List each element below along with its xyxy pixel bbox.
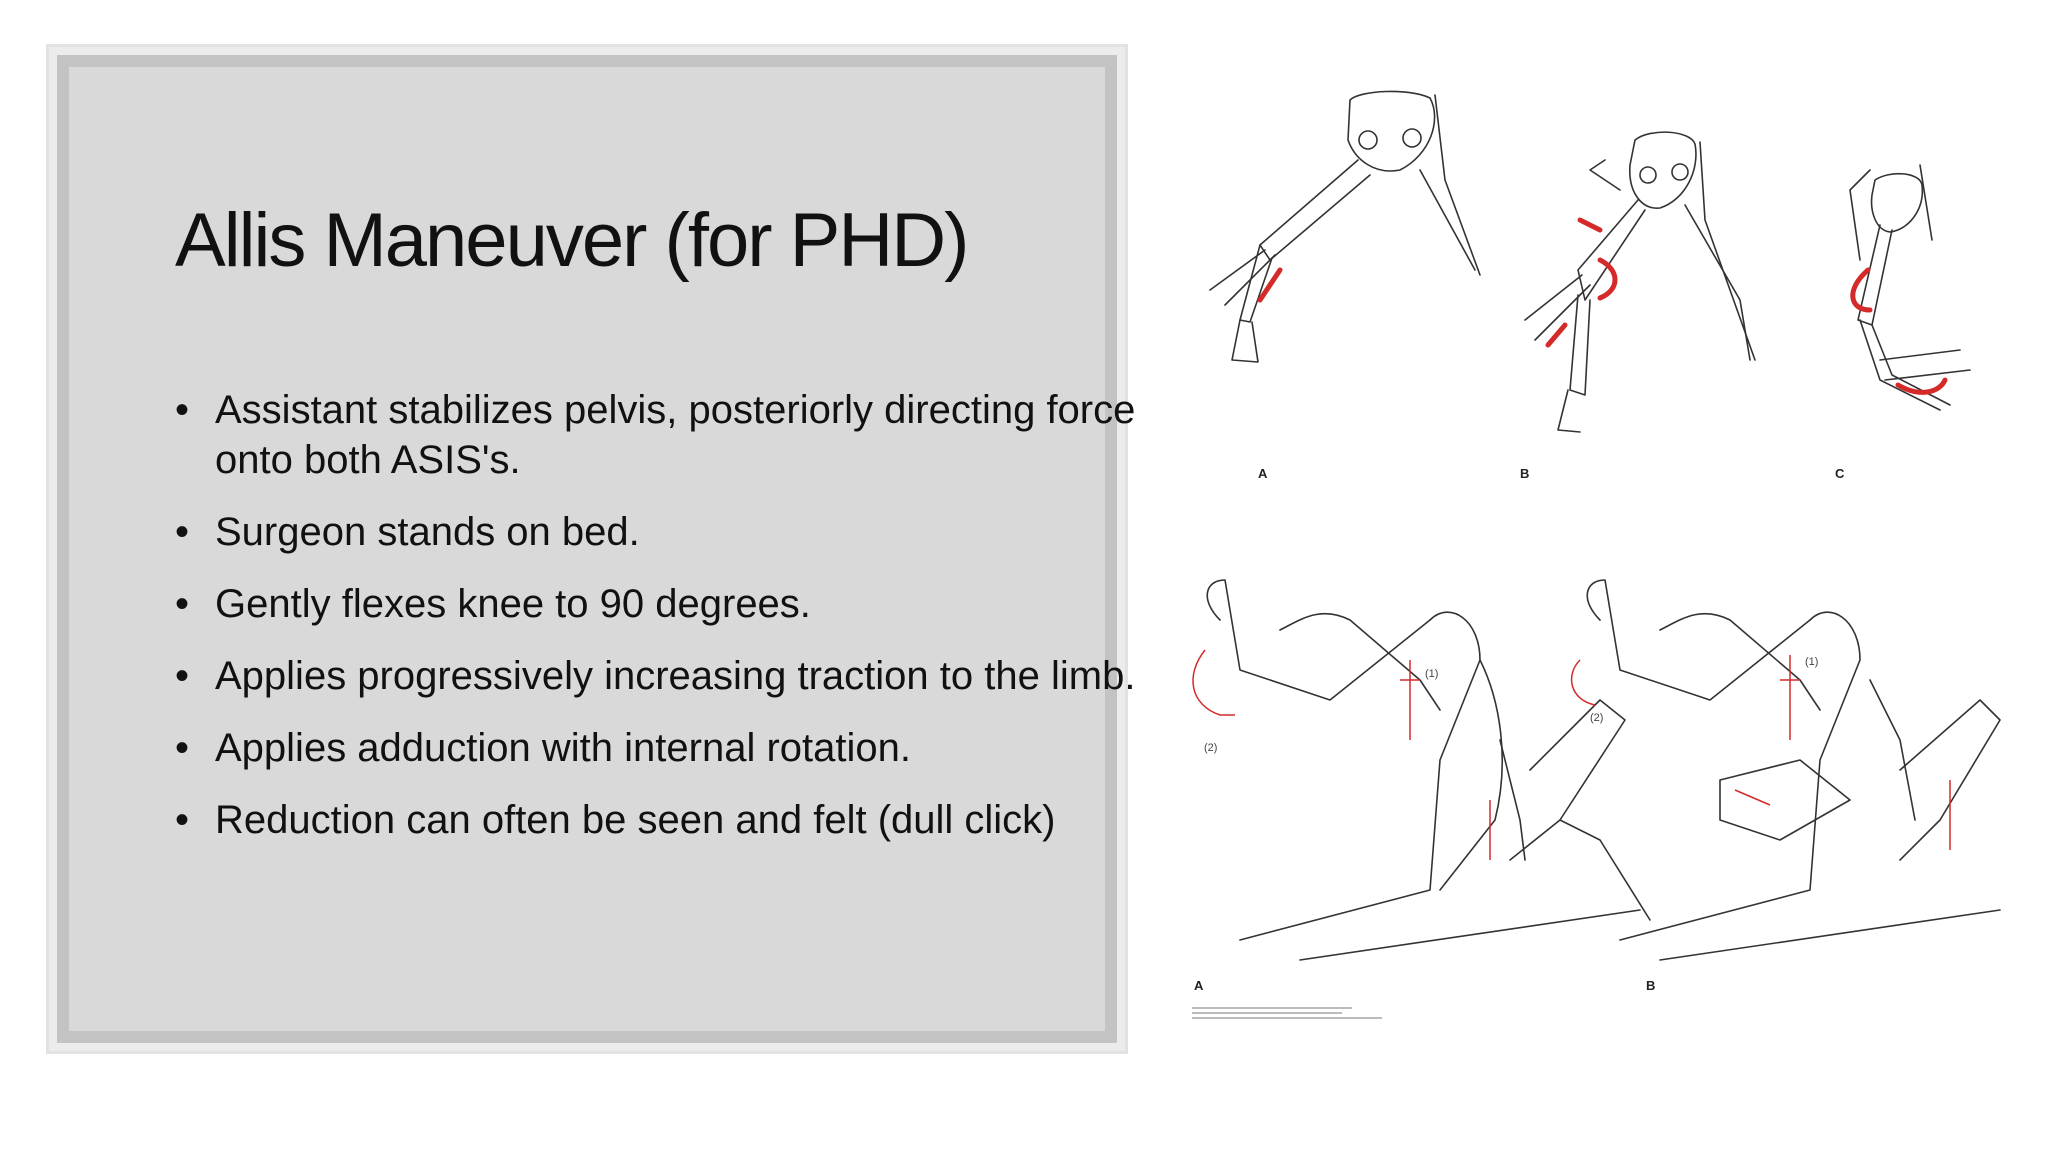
bullet-text: Gently flexes knee to 90 degrees.: [215, 582, 811, 626]
top-panel-label-b: B: [1520, 466, 1530, 481]
bullet-icon: •: [175, 388, 190, 432]
illustration-drawing: [1180, 60, 2020, 1140]
top-panel-label-c: C: [1835, 466, 1845, 481]
bottom-panel-label-b: B: [1646, 978, 1656, 993]
bullet-item: [175, 723, 1175, 773]
arrow-label: (1): [1425, 668, 1439, 680]
bullet-text: Applies progressively increasing traction to the limb.: [215, 654, 1136, 698]
bullet-icon: •: [175, 654, 190, 698]
bullet-item: [175, 507, 1175, 557]
bullet-item: [175, 579, 1175, 629]
text-panel-frame: [46, 44, 1136, 1054]
bullet-list: [175, 385, 1175, 867]
bullet-item: [175, 385, 1175, 485]
bullet-text: Reduction can often be seen and felt (dull click): [215, 798, 1056, 842]
slide-title: Allis Maneuver (for PHD): [175, 198, 968, 283]
bullet-text: Assistant stabilizes pelvis, posteriorly directing force onto both ASIS's.: [215, 388, 1136, 482]
arrow-label: (1): [1805, 656, 1819, 668]
bullet-icon: •: [175, 798, 190, 842]
bullet-text: Applies adduction with internal rotation.: [215, 726, 911, 770]
bullet-icon: •: [175, 582, 190, 626]
bullet-item: [175, 795, 1175, 845]
figure-caption-lines: [1192, 1004, 1392, 1022]
bottom-panel-label-a: A: [1194, 978, 1204, 993]
arrow-label: (2): [1204, 742, 1218, 754]
bullet-icon: •: [175, 510, 190, 554]
text-panel-border: [57, 55, 1136, 1043]
maneuver-illustration: [1180, 60, 2020, 1140]
arrow-label: (2): [1590, 712, 1604, 724]
bullet-text: Surgeon stands on bed.: [215, 510, 640, 554]
text-panel: [69, 67, 1136, 1031]
top-panel-label-a: A: [1258, 466, 1268, 481]
bullet-item: [175, 651, 1175, 701]
bullet-icon: •: [175, 726, 190, 770]
